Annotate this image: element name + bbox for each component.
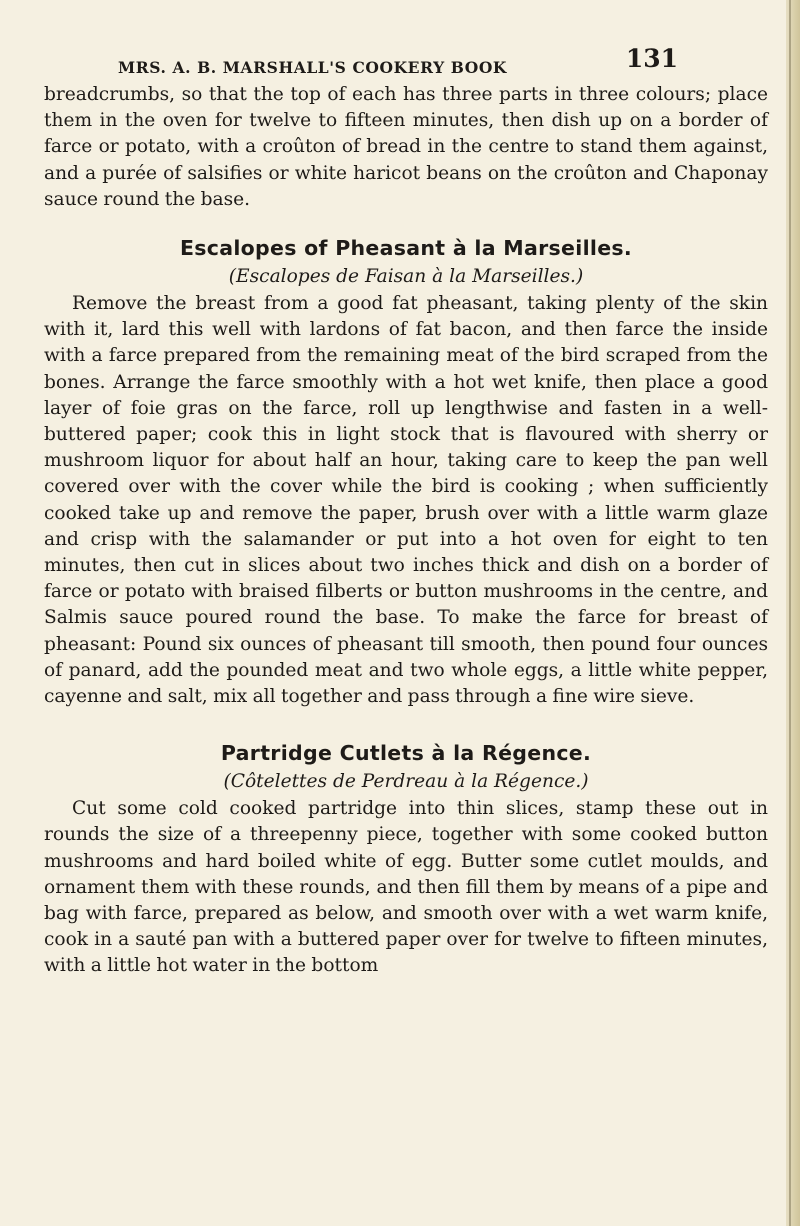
recipe-subtitle: (Côtelettes de Perdreau à la Régence.): [223, 771, 589, 793]
recipe-subtitle: (Escalopes de Faisan à la Marseilles.): [228, 266, 584, 288]
recipe-title: Partridge Cutlets à la Régence.: [220, 741, 592, 766]
recipe-partridge-cutlets: [44, 738, 768, 979]
section-gap: [44, 213, 768, 233]
running-title: MRS. A. B. MARSHALL'S COOKERY BOOK: [118, 58, 508, 77]
intro-paragraph: breadcrumbs, so that the top of each has three parts in three colours; place them in the oven for twelve to fifteen minutes, then dish up on a border of farce or potato, with a croûton of bread in the centre to stand them against, and a purée of salsifies or white haricot beans on the croûton and Chaponay sauce round the base.: [44, 84, 768, 210]
text-body: [44, 82, 768, 980]
page-number: 131: [625, 44, 678, 73]
recipe-title: Escalopes of Pheasant à la Marseilles.: [179, 236, 633, 261]
recipe-escalopes-of-pheasant: [44, 233, 768, 710]
section-gap: [44, 710, 768, 738]
recipe-body: Remove the breast from a good fat pheasant, taking plenty of the skin with it, lard this well with lardons of fat bacon, and then farce the inside with a farce prepared from the remaining meat of the bird scraped from the bones. Arrange the farce smoothly with a hot wet knife, then place a good layer of foie gras on the farce, roll up lengthwise and fasten in a well-buttered paper; cook this in light stock that is flavoured with sherry or mushroom liquor for about half an hour, taking care to keep the pan well covered over with the cover while the bird is cooking ; when sufficiently cooked take up and remove the paper, brush over with a little warm glaze and crisp with the salamander or put into a hot oven for eight to ten minutes, then cut in slices about two inches thick and dish on a border of farce or potato with braised filberts or button mushrooms in the centre, and Salmis sauce poured round the base. To make the farce for breast of pheasant: Pound six ounces of pheasant till smooth, then pound four ounces of panard, add the pounded meat and two whole eggs, a little white pepper, cayenne and salt, mix all together and pass through a fine wire sieve.: [44, 293, 768, 708]
page-edge-line: [789, 0, 791, 1226]
recipe-body: Cut some cold cooked partridge into thin slices, stamp these out in rounds the size of a threepenny piece, together with some cooked button mushrooms and hard boiled white of egg. Butter some cutlet moulds, and ornament them with these rounds, and then fill them by means of a pipe and bag with farce, prepared as below, and smooth over with a wet warm knife, cook in a sauté pan with a buttered paper over for twelve to fifteen minutes, with a little hot water in the bottom: [44, 798, 768, 977]
running-header: [118, 44, 678, 76]
